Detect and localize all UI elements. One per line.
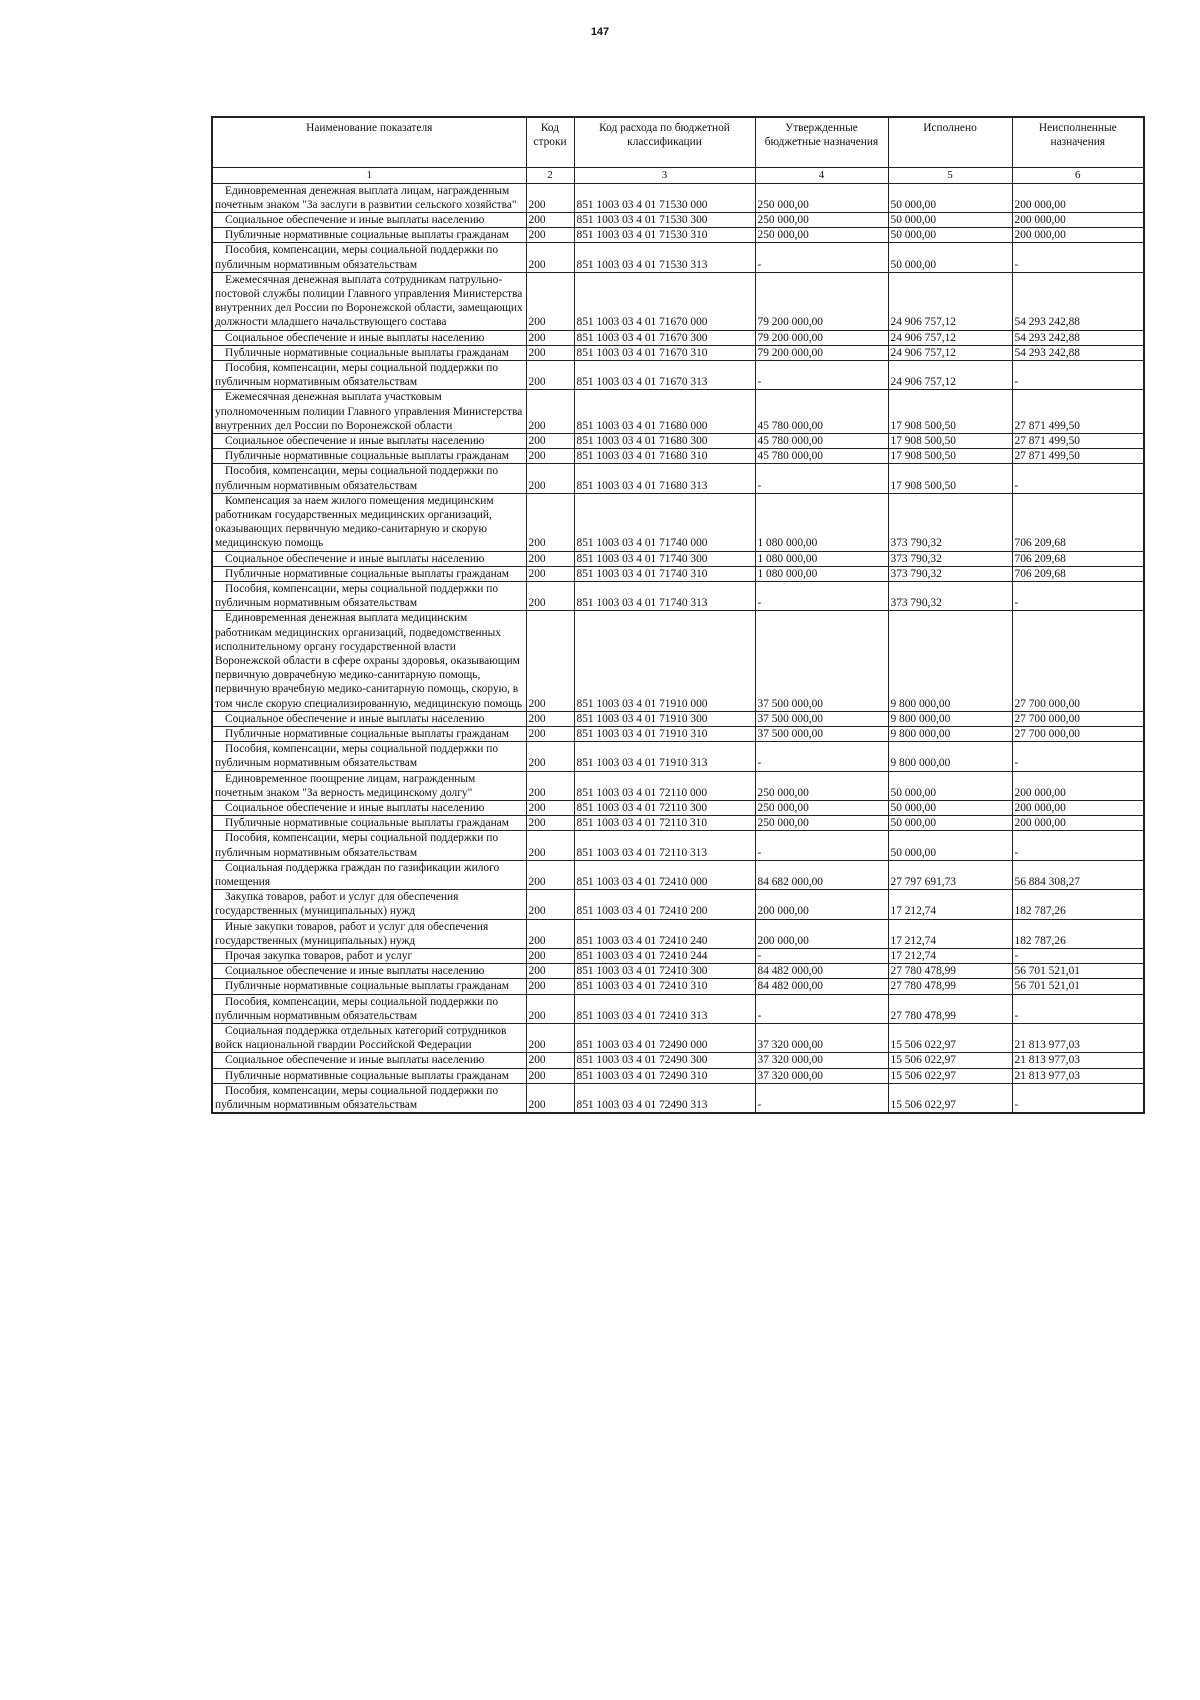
row-budget-code: 851 1003 03 4 01 72410 200 (574, 890, 755, 919)
row-executed: 50 000,00 (888, 771, 1012, 800)
row-line-code: 200 (526, 433, 574, 448)
row-line-code: 200 (526, 890, 574, 919)
row-approved: - (755, 994, 888, 1023)
row-approved: 250 000,00 (755, 212, 888, 227)
row-budget-code: 851 1003 03 4 01 71530 313 (574, 243, 755, 272)
table-row (212, 183, 1144, 212)
row-indicator-name: Социальное обеспечение и иные выплаты населению (212, 801, 526, 816)
row-indicator-name: Социальное обеспечение и иные выплаты населению (212, 433, 526, 448)
table-row (212, 771, 1144, 800)
row-budget-code: 851 1003 03 4 01 72490 313 (574, 1083, 755, 1113)
row-line-code: 200 (526, 1068, 574, 1083)
row-indicator-name: Ежемесячная денежная выплата участковым уполномоченным полиции Главного управления Министерства внутренних дел России по Воронежской области (212, 390, 526, 434)
row-budget-code: 851 1003 03 4 01 71740 300 (574, 551, 755, 566)
row-unexecuted: 56 701 521,01 (1012, 979, 1144, 994)
row-unexecuted: 27 700 000,00 (1012, 727, 1144, 742)
row-line-code: 200 (526, 831, 574, 860)
table-row (212, 228, 1144, 243)
column-number: 1 (212, 167, 526, 183)
table-row (212, 566, 1144, 581)
table-row (212, 433, 1144, 448)
row-budget-code: 851 1003 03 4 01 71530 000 (574, 183, 755, 212)
row-indicator-name: Публичные нормативные социальные выплаты гражданам (212, 816, 526, 831)
row-budget-code: 851 1003 03 4 01 72410 313 (574, 994, 755, 1023)
table-row (212, 711, 1144, 726)
row-unexecuted: 200 000,00 (1012, 212, 1144, 227)
column-number: 6 (1012, 167, 1144, 183)
header-indicator-name: Наименование показателя (212, 117, 526, 167)
row-unexecuted: 54 293 242,88 (1012, 272, 1144, 330)
row-unexecuted: 54 293 242,88 (1012, 345, 1144, 360)
row-approved: 45 780 000,00 (755, 449, 888, 464)
row-executed: 17 212,74 (888, 949, 1012, 964)
row-indicator-name: Компенсация за наем жилого помещения медицинским работникам государственных медицинских организаций, оказывающих первичную медико-санитарную и скорую медицинскую помощь (212, 493, 526, 551)
row-indicator-name: Пособия, компенсации, меры социальной поддержки по публичным нормативным обязательствам (212, 994, 526, 1023)
row-approved: 79 200 000,00 (755, 272, 888, 330)
table-row (212, 964, 1144, 979)
row-budget-code: 851 1003 03 4 01 71670 300 (574, 330, 755, 345)
row-budget-code: 851 1003 03 4 01 71740 000 (574, 493, 755, 551)
row-line-code: 200 (526, 611, 574, 711)
row-unexecuted: 706 209,68 (1012, 566, 1144, 581)
table-row (212, 581, 1144, 610)
row-line-code: 200 (526, 979, 574, 994)
row-executed: 17 212,74 (888, 919, 1012, 948)
row-line-code: 200 (526, 1053, 574, 1068)
row-approved: 84 482 000,00 (755, 979, 888, 994)
row-indicator-name: Социальное обеспечение и иные выплаты населению (212, 711, 526, 726)
row-indicator-name: Иные закупки товаров, работ и услуг для обеспечения государственных (муниципальных) нужд (212, 919, 526, 948)
table-row (212, 831, 1144, 860)
row-budget-code: 851 1003 03 4 01 71740 313 (574, 581, 755, 610)
row-executed: 17 212,74 (888, 890, 1012, 919)
table-row (212, 816, 1144, 831)
row-indicator-name: Социальное обеспечение и иные выплаты населению (212, 551, 526, 566)
row-indicator-name: Социальное обеспечение и иные выплаты населению (212, 330, 526, 345)
header-executed: Исполнено (888, 117, 1012, 167)
row-unexecuted: 200 000,00 (1012, 183, 1144, 212)
row-line-code: 200 (526, 816, 574, 831)
table-row (212, 243, 1144, 272)
row-indicator-name: Социальное обеспечение и иные выплаты населению (212, 1053, 526, 1068)
table-row (212, 890, 1144, 919)
table-row (212, 1053, 1144, 1068)
row-line-code: 200 (526, 1024, 574, 1053)
row-indicator-name: Пособия, компенсации, меры социальной поддержки по публичным нормативным обязательствам (212, 243, 526, 272)
row-executed: 15 506 022,97 (888, 1083, 1012, 1113)
header-unexecuted: Неисполненные назначения (1012, 117, 1144, 167)
table-row (212, 390, 1144, 434)
row-approved: - (755, 831, 888, 860)
row-unexecuted: - (1012, 994, 1144, 1023)
table-row (212, 742, 1144, 771)
row-indicator-name: Социальная поддержка отдельных категорий сотрудников войск национальной гвардии Российской Федерации (212, 1024, 526, 1053)
row-executed: 9 800 000,00 (888, 727, 1012, 742)
row-executed: 50 000,00 (888, 183, 1012, 212)
row-line-code: 200 (526, 360, 574, 389)
table-row (212, 727, 1144, 742)
row-executed: 9 800 000,00 (888, 711, 1012, 726)
row-approved: 37 500 000,00 (755, 611, 888, 711)
table-row (212, 801, 1144, 816)
row-approved: 250 000,00 (755, 228, 888, 243)
row-approved: - (755, 464, 888, 493)
row-approved: - (755, 581, 888, 610)
row-executed: 15 506 022,97 (888, 1053, 1012, 1068)
row-unexecuted: 200 000,00 (1012, 816, 1144, 831)
row-executed: 9 800 000,00 (888, 611, 1012, 711)
row-approved: 37 500 000,00 (755, 711, 888, 726)
row-budget-code: 851 1003 03 4 01 72110 313 (574, 831, 755, 860)
row-indicator-name: Пособия, компенсации, меры социальной поддержки по публичным нормативным обязательствам (212, 1083, 526, 1113)
row-indicator-name: Прочая закупка товаров, работ и услуг (212, 949, 526, 964)
row-executed: 17 908 500,50 (888, 449, 1012, 464)
row-line-code: 200 (526, 581, 574, 610)
row-line-code: 200 (526, 566, 574, 581)
row-executed: 27 780 478,99 (888, 994, 1012, 1023)
row-approved: 79 200 000,00 (755, 330, 888, 345)
row-indicator-name: Пособия, компенсации, меры социальной поддержки по публичным нормативным обязательствам (212, 831, 526, 860)
row-indicator-name: Ежемесячная денежная выплата сотрудникам патрульно-постовой службы полиции Главного управления Министерства внутренних дел России по Воронежской области, замещающих должности младшего начальствующего состава (212, 272, 526, 330)
row-indicator-name: Единовременная денежная выплата медицинским работникам медицинских организаций, подведомственных исполнительному органу государственной власти Воронежской области в сфере охраны здоровья, оказывающим первичную доврачебную медико-санитарную помощь, первичную врачебную медико-санитарную помощь, скорую, в том числе скорую специализированную, медицинскую помощь (212, 611, 526, 711)
page-number: 147 (590, 26, 610, 38)
row-approved: - (755, 1083, 888, 1113)
row-budget-code: 851 1003 03 4 01 71680 300 (574, 433, 755, 448)
row-executed: 17 908 500,50 (888, 464, 1012, 493)
row-unexecuted: - (1012, 581, 1144, 610)
row-approved: 79 200 000,00 (755, 345, 888, 360)
row-line-code: 200 (526, 949, 574, 964)
row-indicator-name: Пособия, компенсации, меры социальной поддержки по публичным нормативным обязательствам (212, 581, 526, 610)
row-budget-code: 851 1003 03 4 01 72410 300 (574, 964, 755, 979)
row-approved: 1 080 000,00 (755, 566, 888, 581)
row-unexecuted: 21 813 977,03 (1012, 1053, 1144, 1068)
row-line-code: 200 (526, 183, 574, 212)
row-approved: 45 780 000,00 (755, 433, 888, 448)
table-row (212, 551, 1144, 566)
table-row (212, 272, 1144, 330)
row-unexecuted: 56 701 521,01 (1012, 964, 1144, 979)
row-unexecuted: - (1012, 243, 1144, 272)
row-approved: 1 080 000,00 (755, 493, 888, 551)
row-executed: 50 000,00 (888, 801, 1012, 816)
column-number: 4 (755, 167, 888, 183)
row-indicator-name: Публичные нормативные социальные выплаты гражданам (212, 979, 526, 994)
row-unexecuted: 182 787,26 (1012, 890, 1144, 919)
row-unexecuted: 182 787,26 (1012, 919, 1144, 948)
header-budget-code: Код расхода по бюджетной классификации (574, 117, 755, 167)
row-indicator-name: Закупка товаров, работ и услуг для обеспечения государственных (муниципальных) нужд (212, 890, 526, 919)
row-executed: 24 906 757,12 (888, 360, 1012, 389)
row-budget-code: 851 1003 03 4 01 72490 310 (574, 1068, 755, 1083)
table-row (212, 949, 1144, 964)
table-row (212, 345, 1144, 360)
row-approved: 37 320 000,00 (755, 1068, 888, 1083)
row-executed: 373 790,32 (888, 566, 1012, 581)
row-line-code: 200 (526, 493, 574, 551)
row-unexecuted: - (1012, 464, 1144, 493)
row-budget-code: 851 1003 03 4 01 72110 000 (574, 771, 755, 800)
row-line-code: 200 (526, 272, 574, 330)
row-line-code: 200 (526, 212, 574, 227)
row-indicator-name: Единовременная денежная выплата лицам, награжденным почетным знаком "За заслуги в развитии сельского хозяйства" (212, 183, 526, 212)
row-unexecuted: 27 871 499,50 (1012, 449, 1144, 464)
row-budget-code: 851 1003 03 4 01 72110 300 (574, 801, 755, 816)
row-approved: 37 320 000,00 (755, 1024, 888, 1053)
row-executed: 24 906 757,12 (888, 345, 1012, 360)
row-unexecuted: 200 000,00 (1012, 771, 1144, 800)
row-indicator-name: Публичные нормативные социальные выплаты гражданам (212, 449, 526, 464)
row-unexecuted: - (1012, 831, 1144, 860)
row-approved: 250 000,00 (755, 183, 888, 212)
row-executed: 50 000,00 (888, 831, 1012, 860)
row-budget-code: 851 1003 03 4 01 72490 300 (574, 1053, 755, 1068)
row-unexecuted: - (1012, 1083, 1144, 1113)
column-number: 3 (574, 167, 755, 183)
row-approved: 200 000,00 (755, 919, 888, 948)
row-approved: - (755, 742, 888, 771)
row-line-code: 200 (526, 994, 574, 1023)
row-indicator-name: Пособия, компенсации, меры социальной поддержки по публичным нормативным обязательствам (212, 742, 526, 771)
row-budget-code: 851 1003 03 4 01 71910 300 (574, 711, 755, 726)
row-executed: 50 000,00 (888, 212, 1012, 227)
header-approved: Утвержденные бюджетные назначения (755, 117, 888, 167)
row-indicator-name: Публичные нормативные социальные выплаты гражданам (212, 1068, 526, 1083)
column-number-row (212, 167, 1144, 183)
table-row (212, 979, 1144, 994)
row-line-code: 200 (526, 801, 574, 816)
row-indicator-name: Публичные нормативные социальные выплаты гражданам (212, 566, 526, 581)
row-executed: 17 908 500,50 (888, 433, 1012, 448)
row-approved: 1 080 000,00 (755, 551, 888, 566)
row-budget-code: 851 1003 03 4 01 71910 310 (574, 727, 755, 742)
budget-execution-table (211, 116, 1145, 1114)
row-executed: 373 790,32 (888, 581, 1012, 610)
header-row (212, 117, 1144, 167)
row-budget-code: 851 1003 03 4 01 71680 000 (574, 390, 755, 434)
table-row (212, 449, 1144, 464)
row-budget-code: 851 1003 03 4 01 71680 310 (574, 449, 755, 464)
row-budget-code: 851 1003 03 4 01 71530 300 (574, 212, 755, 227)
row-executed: 27 780 478,99 (888, 964, 1012, 979)
row-line-code: 200 (526, 449, 574, 464)
row-indicator-name: Единовременное поощрение лицам, награжденным почетным знаком "За верность медицинскому долгу" (212, 771, 526, 800)
row-line-code: 200 (526, 711, 574, 726)
row-executed: 27 780 478,99 (888, 979, 1012, 994)
row-unexecuted: 27 871 499,50 (1012, 433, 1144, 448)
row-approved: - (755, 243, 888, 272)
column-number: 5 (888, 167, 1012, 183)
row-indicator-name: Социальное обеспечение и иные выплаты населению (212, 212, 526, 227)
row-unexecuted: 21 813 977,03 (1012, 1068, 1144, 1083)
row-line-code: 200 (526, 727, 574, 742)
row-line-code: 200 (526, 243, 574, 272)
header-line-code: Код строки (526, 117, 574, 167)
row-indicator-name: Публичные нормативные социальные выплаты гражданам (212, 345, 526, 360)
row-unexecuted: 21 813 977,03 (1012, 1024, 1144, 1053)
row-line-code: 200 (526, 464, 574, 493)
row-budget-code: 851 1003 03 4 01 72110 310 (574, 816, 755, 831)
row-approved: 37 320 000,00 (755, 1053, 888, 1068)
row-executed: 373 790,32 (888, 493, 1012, 551)
row-budget-code: 851 1003 03 4 01 71670 313 (574, 360, 755, 389)
row-executed: 24 906 757,12 (888, 272, 1012, 330)
row-executed: 9 800 000,00 (888, 742, 1012, 771)
row-executed: 15 506 022,97 (888, 1024, 1012, 1053)
row-line-code: 200 (526, 330, 574, 345)
table-row (212, 1024, 1144, 1053)
row-executed: 50 000,00 (888, 816, 1012, 831)
row-budget-code: 851 1003 03 4 01 72410 244 (574, 949, 755, 964)
row-line-code: 200 (526, 390, 574, 434)
row-executed: 15 506 022,97 (888, 1068, 1012, 1083)
row-approved: 37 500 000,00 (755, 727, 888, 742)
row-line-code: 200 (526, 1083, 574, 1113)
row-unexecuted: 54 293 242,88 (1012, 330, 1144, 345)
row-unexecuted: 706 209,68 (1012, 493, 1144, 551)
row-unexecuted: 200 000,00 (1012, 801, 1144, 816)
row-unexecuted: - (1012, 742, 1144, 771)
table-row (212, 464, 1144, 493)
row-executed: 50 000,00 (888, 228, 1012, 243)
table-row (212, 360, 1144, 389)
table-row (212, 212, 1144, 227)
row-line-code: 200 (526, 919, 574, 948)
row-budget-code: 851 1003 03 4 01 71530 310 (574, 228, 755, 243)
row-unexecuted: - (1012, 360, 1144, 389)
row-budget-code: 851 1003 03 4 01 71670 310 (574, 345, 755, 360)
row-budget-code: 851 1003 03 4 01 71910 000 (574, 611, 755, 711)
table-row (212, 994, 1144, 1023)
row-unexecuted: - (1012, 949, 1144, 964)
row-indicator-name: Социальная поддержка граждан по газификации жилого помещения (212, 860, 526, 889)
table-row (212, 1083, 1144, 1113)
row-budget-code: 851 1003 03 4 01 72410 240 (574, 919, 755, 948)
row-indicator-name: Публичные нормативные социальные выплаты гражданам (212, 727, 526, 742)
row-budget-code: 851 1003 03 4 01 71680 313 (574, 464, 755, 493)
row-executed: 17 908 500,50 (888, 390, 1012, 434)
row-indicator-name: Пособия, компенсации, меры социальной поддержки по публичным нормативным обязательствам (212, 360, 526, 389)
row-indicator-name: Пособия, компенсации, меры социальной поддержки по публичным нормативным обязательствам (212, 464, 526, 493)
row-budget-code: 851 1003 03 4 01 72410 310 (574, 979, 755, 994)
row-approved: 45 780 000,00 (755, 390, 888, 434)
row-unexecuted: 706 209,68 (1012, 551, 1144, 566)
row-approved: 250 000,00 (755, 771, 888, 800)
row-executed: 24 906 757,12 (888, 330, 1012, 345)
row-approved: - (755, 360, 888, 389)
row-approved: - (755, 949, 888, 964)
row-unexecuted: 27 700 000,00 (1012, 611, 1144, 711)
row-unexecuted: 27 871 499,50 (1012, 390, 1144, 434)
row-line-code: 200 (526, 964, 574, 979)
row-unexecuted: 27 700 000,00 (1012, 711, 1144, 726)
row-approved: 200 000,00 (755, 890, 888, 919)
table-row (212, 919, 1144, 948)
row-budget-code: 851 1003 03 4 01 71740 310 (574, 566, 755, 581)
row-budget-code: 851 1003 03 4 01 71670 000 (574, 272, 755, 330)
column-number: 2 (526, 167, 574, 183)
table-body (212, 183, 1144, 1113)
table-row (212, 493, 1144, 551)
row-unexecuted: 56 884 308,27 (1012, 860, 1144, 889)
table-row (212, 330, 1144, 345)
row-line-code: 200 (526, 551, 574, 566)
row-approved: 250 000,00 (755, 816, 888, 831)
row-line-code: 200 (526, 771, 574, 800)
row-approved: 84 482 000,00 (755, 964, 888, 979)
row-budget-code: 851 1003 03 4 01 71910 313 (574, 742, 755, 771)
row-budget-code: 851 1003 03 4 01 72490 000 (574, 1024, 755, 1053)
row-approved: 84 682 000,00 (755, 860, 888, 889)
table-row (212, 611, 1144, 711)
row-approved: 250 000,00 (755, 801, 888, 816)
table-row (212, 860, 1144, 889)
row-unexecuted: 200 000,00 (1012, 228, 1144, 243)
row-line-code: 200 (526, 742, 574, 771)
row-executed: 50 000,00 (888, 243, 1012, 272)
row-indicator-name: Социальное обеспечение и иные выплаты населению (212, 964, 526, 979)
row-budget-code: 851 1003 03 4 01 72410 000 (574, 860, 755, 889)
row-line-code: 200 (526, 345, 574, 360)
table-row (212, 1068, 1144, 1083)
row-line-code: 200 (526, 860, 574, 889)
row-indicator-name: Публичные нормативные социальные выплаты гражданам (212, 228, 526, 243)
row-executed: 27 797 691,73 (888, 860, 1012, 889)
row-line-code: 200 (526, 228, 574, 243)
row-executed: 373 790,32 (888, 551, 1012, 566)
